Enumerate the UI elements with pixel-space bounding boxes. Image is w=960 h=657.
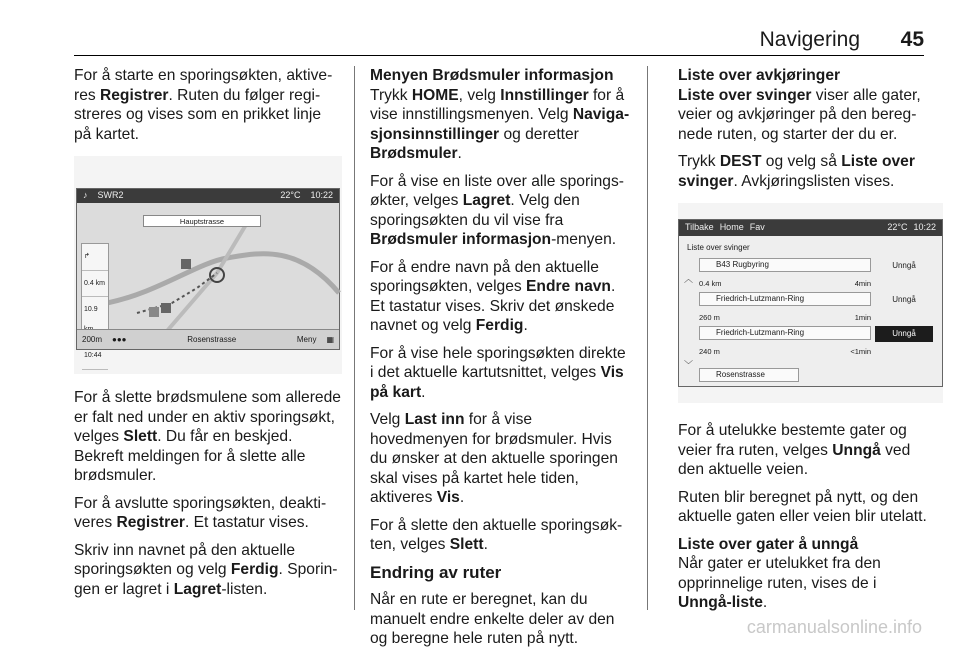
section-heading: Endring av ruter (370, 562, 502, 582)
paragraph (370, 516, 633, 555)
header-rule (74, 55, 924, 56)
map-screen (76, 188, 340, 359)
distance: 260 m (699, 313, 720, 322)
tab-back[interactable]: Tilbake (685, 222, 714, 233)
scale-label: 200m (82, 334, 103, 344)
scroll-up-icon[interactable]: ︿ (684, 274, 694, 284)
turn-list-screen (678, 219, 943, 387)
map-view-icon: ●●● (112, 334, 127, 344)
radio-icon: ♪ (83, 190, 88, 201)
text-run: . (762, 594, 768, 611)
turn-arrow-icon: ↱ (82, 244, 108, 271)
text-run: . Et tastatur vises. Skriv det ønskede navnet og velg (370, 278, 616, 334)
bold-term: Registrer (100, 86, 169, 104)
text-run: Skriv inn navnet på den aktuelle sporingsøkten og velg (74, 541, 296, 578)
text-run: Ruten blir beregnet på nytt, og den aktuelle gaten eller veien blir utelatt. (678, 488, 927, 525)
text-run: . Avkjøringslisten vises. (733, 172, 895, 190)
text-run: . (457, 145, 462, 162)
list-title: Liste over svinger (687, 243, 750, 252)
text-run: , velg (458, 86, 501, 104)
bold-term: Lagret (173, 580, 222, 598)
text-run: For å vise en liste over alle sporingsøkter, velges (370, 172, 624, 209)
road-name: B43 Rugbyring (716, 260, 769, 269)
clock-time: 10:22 (913, 222, 936, 233)
bold-term: Unngå (832, 441, 881, 459)
bold-term: Brødsmuler informasjon (370, 231, 552, 248)
column-2 (370, 66, 633, 657)
list-item[interactable] (699, 326, 871, 340)
text-run: For å starte en sporingsøkten, aktiveres (74, 67, 333, 104)
bold-term: Innstillinger (500, 86, 589, 104)
text-run: ved den aktuelle veien. (678, 441, 911, 478)
text-run: . (421, 383, 426, 401)
text-run: -menyen. (551, 231, 617, 248)
list-item-meta (699, 274, 871, 294)
column-1 (74, 66, 342, 607)
text-run: For å endre navn på den aktuelle sporingsøkten, velges (370, 258, 599, 295)
text-run: . Ruten du følger registreres og vises som en prikket linje på kartet. (74, 86, 321, 143)
street-name-bottom: Rosenstrasse (187, 334, 237, 344)
text-run: . Du får en beskjed. Bekreft meldingen for å slette alle brødsmuler. (74, 428, 306, 484)
menu-button[interactable]: Meny (296, 334, 317, 344)
scroll-down-icon[interactable]: ﹀ (684, 360, 694, 370)
bold-term: DEST (719, 153, 762, 170)
text-run: . (483, 536, 488, 553)
bold-term: Lagret (462, 192, 511, 209)
paragraph (74, 494, 342, 533)
text-run: . Sporingen er lagret i (74, 561, 338, 598)
text-run: For å vise hele sporingsøkten direkte i det aktuelle kartutsnittet, velges (370, 344, 626, 381)
page-header (0, 0, 960, 58)
station-label: SWR2 (97, 190, 124, 201)
map-mode-icon[interactable]: ▦ (326, 334, 334, 344)
eta: <1min (850, 347, 871, 356)
list-item-meta (699, 308, 871, 328)
list-item[interactable] (699, 292, 871, 306)
distance-total: 10.9 (82, 297, 108, 343)
turn-list-figure (678, 203, 943, 403)
street-name-top: Hauptstrasse (143, 215, 261, 227)
avoid-button-active[interactable]: Unngå (875, 326, 933, 342)
distance: 0.4 km (699, 279, 722, 288)
paragraph (678, 86, 933, 145)
paragraph (74, 541, 342, 600)
paragraph (370, 258, 633, 336)
avoid-button[interactable]: Unngå (892, 295, 916, 304)
watermark: carmanualsonline.info (746, 617, 922, 637)
temperature: 22°C (887, 222, 908, 233)
text-run: Når gater er utelukket fra den opprinnelige ruten, vises de i (678, 555, 881, 592)
tab-home[interactable]: Home (719, 222, 744, 233)
paragraph (678, 488, 933, 527)
text-run: og velg så (761, 153, 842, 170)
text-run: for å vise innstillingsmenyen. Velg (370, 86, 625, 123)
clock-time: 10:22 (310, 190, 333, 201)
paragraph (74, 66, 342, 144)
navigation-screen-figure (74, 156, 342, 374)
eta: 4min (854, 279, 871, 288)
road-name: Friedrich-Lutzmann-Ring (716, 294, 805, 303)
bold-term: Brødsmuler (370, 145, 458, 162)
bold-term: Liste over svinger (678, 153, 915, 190)
top-bar (679, 220, 942, 236)
paragraph (678, 421, 933, 480)
map-bottom-bar (77, 329, 339, 349)
bold-term: Ferdig (475, 317, 524, 334)
bold-term: Vis på kart (370, 364, 624, 401)
chapter-title: Navigering (759, 28, 860, 51)
text-run: Trykk (370, 86, 412, 104)
bold-term: Unngå-liste (678, 594, 763, 611)
text-run: For å slette den aktuelle sporingsøkten, velges (370, 516, 623, 553)
text-run: . (523, 317, 528, 334)
section-heading: Liste over gater å unngå (678, 535, 859, 553)
list-item-meta (699, 342, 871, 362)
text-run: viser alle gater, veier og avkjøringer på den beregnede ruten, og starter der du er. (678, 86, 921, 143)
eta: 1min (854, 313, 871, 322)
road-name: Friedrich-Lutzmann-Ring (716, 328, 805, 337)
text-run: . Et tastatur vises. (184, 514, 309, 531)
paragraph (370, 172, 633, 250)
paragraph (370, 344, 633, 403)
bold-term: Liste over svinger (678, 86, 812, 104)
distance-next-turn: 0.4 km (82, 271, 108, 298)
text-run: . (459, 489, 465, 506)
text-run: For å utelukke bestemte gater og veier fra ruten, velges (678, 422, 907, 459)
paragraph (678, 152, 933, 191)
bold-term: Slett (123, 428, 158, 445)
bold-term: HOME (411, 86, 459, 104)
avoid-button[interactable]: Unngå (892, 261, 916, 270)
text-run: Trykk (678, 153, 720, 170)
paragraph (370, 86, 633, 164)
text-run: . Velg den sporingsøkten du vil vise fra (370, 192, 580, 229)
bold-term: Slett (449, 536, 484, 553)
text-run: for å vise hovedmenyen for brødsmuler. Hvis du ønsker at den aktuelle sporingen skal vises på kartet hele tiden, aktiveres (370, 411, 618, 506)
paragraph (370, 590, 633, 649)
paragraph (370, 410, 633, 508)
bold-term: Navigasjonsinnstillinger (370, 106, 630, 143)
distance: 240 m (699, 347, 720, 356)
temperature: 22°C (280, 190, 301, 201)
page-number: 45 (900, 28, 924, 51)
section-heading: Menyen Brødsmuler informasjon (370, 67, 614, 84)
text-run: Velg (370, 411, 405, 428)
status-bar (77, 189, 339, 203)
current-street: Rosenstrasse (699, 368, 799, 382)
text-run: og deretter (499, 125, 579, 143)
text-run: -listen. (221, 580, 268, 598)
tab-fav[interactable]: Fav (749, 222, 765, 233)
text-run: For å slette brødsmulene som allerede er falt ned under en aktiv sporingsøkt, velges (74, 389, 341, 445)
arrival-time: 10:44 (82, 343, 108, 370)
bold-term: Ferdig (230, 561, 279, 578)
text-run: For å avslutte sporingsøkten, deaktiveres (74, 494, 327, 531)
paragraph (678, 554, 933, 613)
section-heading: Liste over avkjøringer (678, 67, 841, 84)
column-divider (647, 66, 648, 610)
column-divider (354, 66, 355, 610)
column-3 (678, 66, 936, 621)
bold-term: Registrer (116, 514, 185, 531)
bold-term: Last inn (404, 411, 465, 428)
paragraph (74, 388, 342, 486)
bold-term: Endre navn (526, 278, 611, 295)
bold-term: Vis (436, 489, 460, 506)
list-item[interactable] (699, 258, 871, 272)
text-run: Når en rute er beregnet, kan du manuelt endre enkelte deler av den og beregne hele ruten på nytt. (370, 591, 615, 647)
